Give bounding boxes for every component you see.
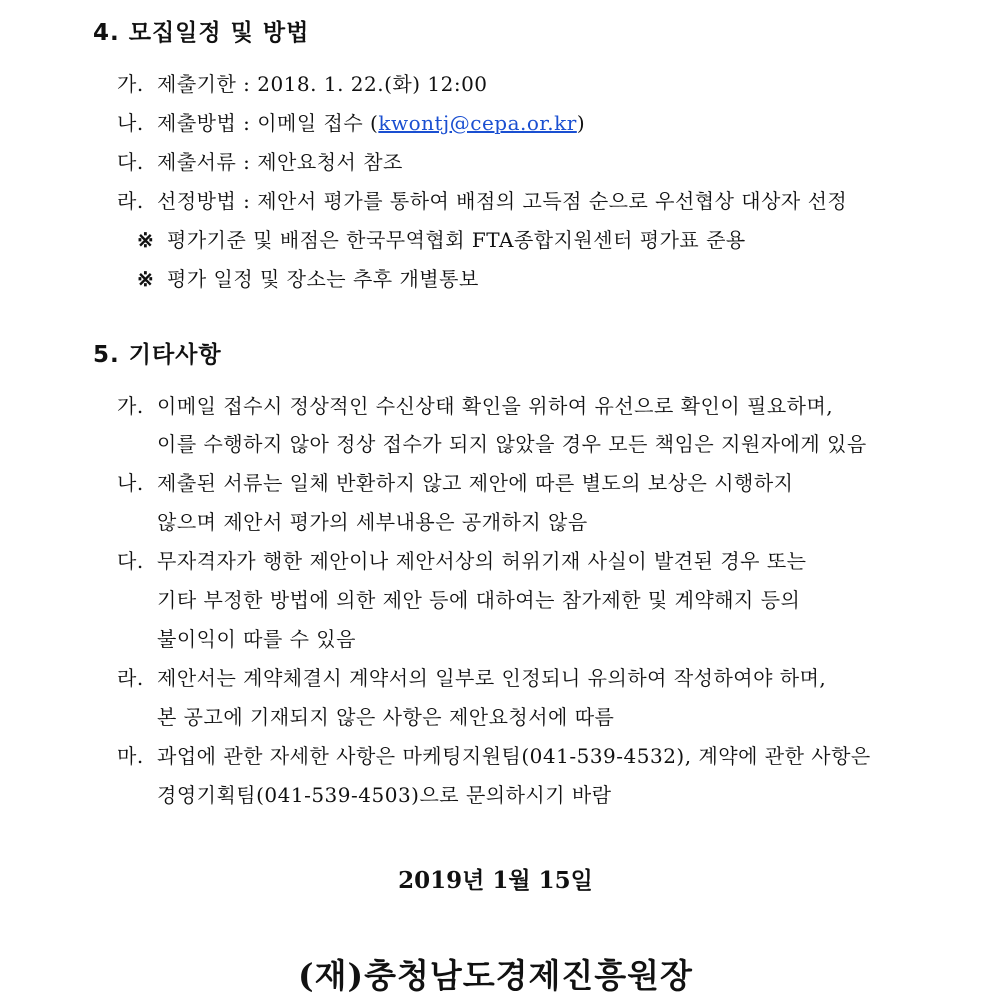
item-text: 이메일 접수시 정상적인 수신상태 확인을 위하여 유선으로 확인이 필요하며, bbox=[157, 394, 834, 418]
note-item bbox=[137, 224, 746, 253]
item-text: 제출방법 : 이메일 접수 ( bbox=[157, 111, 379, 135]
item-marker: 나. bbox=[117, 111, 144, 135]
item-text: 제출된 서류는 일체 반환하지 않고 제안에 따른 별도의 보상은 시행하지 bbox=[157, 471, 794, 495]
item-text: 제출서류 : 제안요청서 참조 bbox=[157, 150, 403, 174]
item-marker: 다. bbox=[117, 150, 144, 174]
item-marker: 다. bbox=[117, 549, 144, 573]
list-item bbox=[117, 545, 806, 574]
list-item bbox=[117, 467, 794, 496]
list-item bbox=[117, 740, 871, 769]
reference-mark-icon: ※ bbox=[137, 267, 155, 291]
item-continuation: 않으며 제안서 평가의 세부내용은 공개하지 않음 bbox=[157, 510, 588, 534]
list-item bbox=[117, 107, 585, 136]
list-item bbox=[117, 662, 826, 691]
note-item bbox=[137, 263, 479, 292]
item-marker: 라. bbox=[117, 666, 144, 690]
item-marker: 나. bbox=[117, 471, 144, 495]
note-text: 평가 일정 및 장소는 추후 개별통보 bbox=[167, 267, 479, 291]
item-text: 제안서는 계약체결시 계약서의 일부로 인정되니 유의하여 작성하여야 하며, bbox=[157, 666, 827, 690]
item-text: 제출기한 : 2018. 1. 22.(화) 12:00 bbox=[157, 72, 488, 96]
item-text: 무자격자가 행한 제안이나 제안서상의 허위기재 사실이 발견된 경우 또는 bbox=[157, 549, 807, 573]
list-item bbox=[117, 185, 847, 214]
item-continuation: 이를 수행하지 않아 정상 접수가 되지 않았을 경우 모든 책임은 지원자에게 있음 bbox=[157, 432, 867, 456]
email-link[interactable]: kwontj@cepa.or.kr bbox=[378, 111, 577, 135]
item-text: 과업에 관한 자세한 사항은 마케팅지원팀(041-539-4532), 계약에 관한 사항은 bbox=[157, 744, 871, 768]
list-item bbox=[117, 68, 488, 97]
item-continuation: 기타 부정한 방법에 의한 제안 등에 대하여는 참가제한 및 계약해지 등의 bbox=[157, 588, 801, 612]
item-text: 선정방법 : 제안서 평가를 통하여 배점의 고득점 순으로 우선협상 대상자 선정 bbox=[157, 189, 848, 213]
item-continuation: 불이익이 따를 수 있음 bbox=[157, 627, 356, 651]
note-text: 평가기준 및 배점은 한국무역협회 FTA종합지원센터 평가표 준용 bbox=[167, 228, 746, 252]
item-marker: 가. bbox=[117, 394, 144, 418]
list-item bbox=[117, 146, 403, 175]
item-marker: 마. bbox=[117, 744, 144, 768]
item-marker: 가. bbox=[117, 72, 144, 96]
item-text-end: ) bbox=[576, 111, 586, 135]
document-date: 2019년 1월 15일 bbox=[398, 867, 593, 894]
section-4-heading: 4. 모집일정 및 방법 bbox=[93, 20, 310, 46]
reference-mark-icon: ※ bbox=[137, 228, 155, 252]
section-5-heading: 5. 기타사항 bbox=[93, 342, 222, 368]
item-marker: 라. bbox=[117, 189, 144, 213]
item-continuation: 경영기획팀(041-539-4503)으로 문의하시기 바람 bbox=[157, 783, 612, 807]
issuing-organization: (재)충청남도경제진흥원장 bbox=[298, 956, 693, 995]
list-item bbox=[117, 390, 833, 419]
item-continuation: 본 공고에 기재되지 않은 사항은 제안요청서에 따름 bbox=[157, 705, 615, 729]
